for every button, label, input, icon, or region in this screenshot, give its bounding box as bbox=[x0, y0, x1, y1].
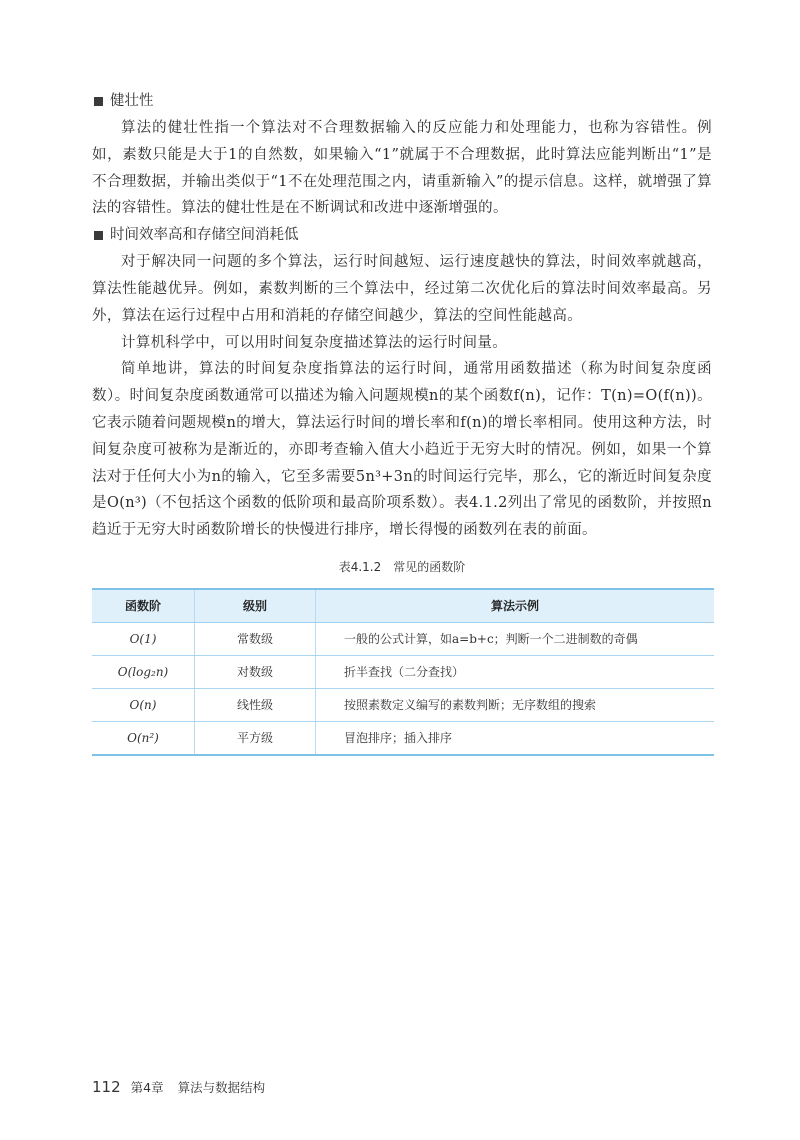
page-footer bbox=[92, 1078, 265, 1096]
table-cell-level: 平方级 bbox=[195, 721, 316, 755]
table-cell-level: 对数级 bbox=[195, 655, 316, 688]
paragraph: 计算机科学中，可以用时间复杂度描述算法的运行时间量。 bbox=[121, 334, 508, 351]
table-cell-order: O(n) bbox=[92, 688, 195, 721]
column-header: 函数阶 bbox=[92, 589, 195, 623]
table-header-row bbox=[92, 589, 714, 623]
page-number: 112 bbox=[92, 1078, 121, 1096]
paragraph: 算法的健壮性指一个算法对不合理数据输入的反应能力和处理能力，也称为容错性。例如，素数只能是大于1的自然数，如果输入“1”就属于不合理数据，此时算法应能判断出“1”是不合理数据，并输出类似于“1不在处理范围之内，请重新输入”的提示信息。这样，就增强了算法的容错性。算法的健壮性是在不断调试和改进中逐渐增强的。 bbox=[92, 120, 712, 217]
square-bullet-icon bbox=[94, 97, 103, 106]
page-content bbox=[92, 88, 712, 756]
table-cell-example: 冒泡排序；插入排序 bbox=[316, 721, 715, 755]
section-heading-text: 时间效率高和存储空间消耗低 bbox=[110, 227, 299, 244]
table-cell-level: 线性级 bbox=[195, 688, 316, 721]
table-caption: 表4.1.2 常见的函数阶 bbox=[338, 559, 466, 574]
paragraph: 简单地讲，算法的时间复杂度指算法的运行时间，通常用函数描述（称为时间复杂度函数）。时间复杂度函数通常可以描述为输入问题规模n的某个函数f(n)，记作：T(n)=O(f(n))。它表示随着问题规模n的增大，算法运行时间的增长率和f(n)的增长率相同。使用这种方法，时间复杂度可被称为是渐近的，亦即考查输入值大小趋近于无穷大时的情况。例如，如果一个算法对于任何大小为n的输入，它至多需要5n³+3n的时间运行完毕，那么，它的渐近时间复杂度是O(n³)（不包括这个函数的低阶项和最高阶项系数）。表4.1.2列出了常见的函数阶，并按照n趋近于无穷大时函数阶增长的快慢进行排序，增长得慢的函数列在表的前面。 bbox=[92, 361, 712, 539]
table-cell-example: 一般的公式计算，如a=b+c；判断一个二进制数的奇偶 bbox=[316, 622, 715, 655]
section-heading-robustness bbox=[92, 88, 712, 115]
square-bullet-icon bbox=[94, 231, 103, 240]
paragraph: 对于解决同一问题的多个算法，运行时间越短、运行速度越快的算法，时间效率就越高，算法性能越优异。例如，素数判断的三个算法中，经过第二次优化后的算法时间效率最高。另外，算法在运行过程中占用和消耗的存储空间越少，算法的空间性能越高。 bbox=[92, 254, 712, 324]
table-row bbox=[92, 721, 714, 755]
table-row bbox=[92, 655, 714, 688]
table-cell-order: O(n²) bbox=[92, 721, 195, 755]
table-row bbox=[92, 688, 714, 721]
function-order-table bbox=[92, 588, 714, 756]
column-header: 级别 bbox=[195, 589, 316, 623]
table-cell-example: 折半查找（二分查找） bbox=[316, 655, 715, 688]
table-cell-example: 按照素数定义编写的素数判断；无序数组的搜索 bbox=[316, 688, 715, 721]
column-header: 算法示例 bbox=[316, 589, 715, 623]
table-row bbox=[92, 622, 714, 655]
table-cell-order: O(log₂n) bbox=[92, 655, 195, 688]
section-heading-efficiency bbox=[92, 222, 712, 249]
table-cell-order: O(1) bbox=[92, 622, 195, 655]
table-cell-level: 常数级 bbox=[195, 622, 316, 655]
section-heading-text: 健壮性 bbox=[110, 93, 154, 109]
chapter-number: 第4章 bbox=[130, 1080, 164, 1095]
chapter-title: 算法与数据结构 bbox=[177, 1080, 266, 1095]
